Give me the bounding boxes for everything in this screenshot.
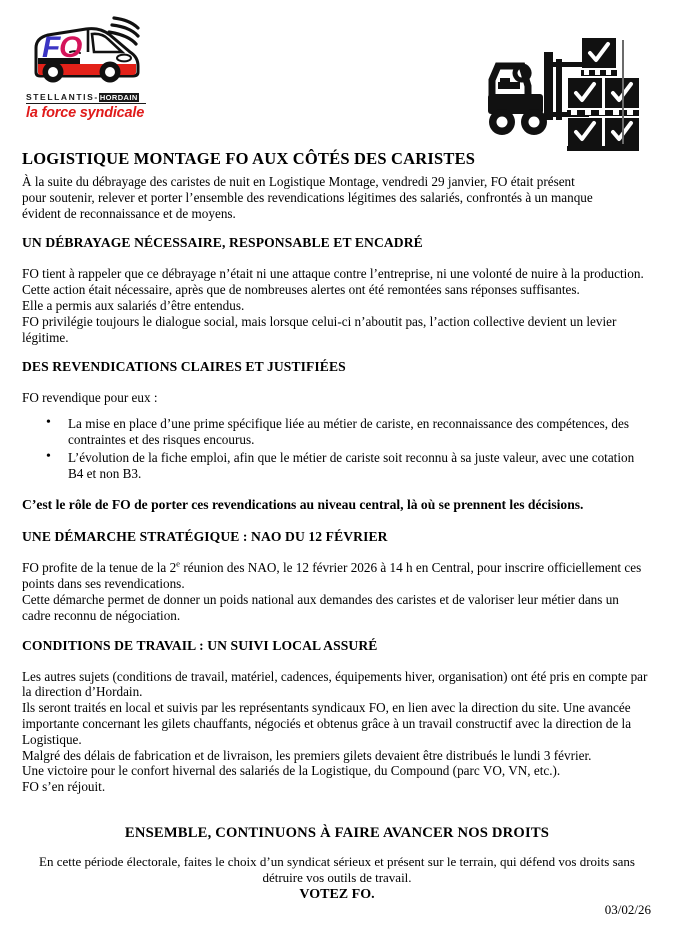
body-line: FO privilégie toujours le dialogue social, mais lorsque celui-ci n’aboutit pas, l’action collective devient un levier — [22, 313, 617, 329]
section-paragraph-debrayage — [22, 266, 652, 345]
intro-line: pour soutenir, relever et porter l’ensemble des revendications légitimes des salariés, confrontés à un manque — [22, 189, 593, 205]
body-line: Cette action était nécessaire, après que de nombreuses alertes ont été remontées sans réponses suffisantes. — [22, 282, 580, 298]
pallet-box-top — [581, 38, 617, 76]
page-title: LOGISTIQUE MONTAGE FO AUX CÔTÉS DES CARISTES — [22, 149, 476, 169]
section-heading-debrayage: UN DÉBRAYAGE NÉCESSAIRE, RESPONSABLE ET ENCADRÉ — [22, 235, 423, 251]
body-line: Ils seront traités en local et suivis par les représentants syndicaux FO, en lien avec la direction du site. Une avancée — [22, 700, 631, 716]
body-line: Cette démarche permet de donner un poids national aux demandes des caristes et de valoriser leur métier dans un — [22, 591, 619, 607]
pallet-box-bottom-left — [568, 118, 602, 146]
body-line — [22, 560, 652, 576]
intro-line: évident de reconnaissance et de moyens. — [22, 205, 236, 221]
document-date: 03/02/26 — [604, 902, 651, 917]
forklift-pallets-checkmarks-illustration — [478, 26, 644, 152]
logo-tagline: la force syndicale — [26, 105, 145, 121]
logo-org-name: STELLANTIS- — [26, 92, 99, 102]
body-line: cadre reconnu de négociation. — [22, 607, 181, 623]
vote-call-to-action: VOTEZ FO. — [299, 886, 375, 902]
closing-line: détruire vos outils de travail. — [262, 869, 412, 885]
logo-letter-f: F — [42, 31, 61, 64]
claims-list — [22, 416, 652, 481]
body-line: points dans ses revendications. — [22, 576, 185, 592]
body-line: importante concernant les gilets chauffants, négociés et obtenus grâce à un travail constructif avec la direction de la — [22, 715, 632, 731]
section-heading-conditions: CONDITIONS DE TRAVAIL : UN SUIVI LOCAL ASSURÉ — [22, 637, 378, 653]
logo-letter-o: O — [59, 31, 83, 64]
body-line: Malgré des délais de fabrication et de livraison, les premiers gilets devaient être distribués le lundi 3 février. — [22, 747, 592, 763]
pallet-box-mid-left — [568, 78, 602, 108]
closing-title: ENSEMBLE, CONTINUONS À FAIRE AVANCER NOS DROITS — [124, 824, 550, 841]
nao-line-suffix: réunion des NAO, le 12 février 2026 à 14 h en Central, pour inscrire officiellement ces — [180, 560, 642, 576]
body-line: Les autres sujets (conditions de travail, matériel, cadences, équipements hiver, organisation) ont été pris en compte par — [22, 668, 648, 684]
logo-org-site: HORDAIN — [99, 93, 138, 102]
list-item: • La mise en place d’une prime spécifique liée au métier de cariste, en reconnaissance des compétences, des contraintes et des risques encourus. — [68, 416, 652, 448]
spacer — [22, 809, 652, 815]
fo-van-graphic — [26, 8, 154, 94]
body-line: FO tient à rappeler que ce débrayage n’était ni une attaque contre l’entreprise, ni une volonté de nuire à la production. — [22, 266, 644, 282]
closing-paragraph — [22, 854, 652, 886]
logo-wordmark — [26, 92, 154, 121]
section-paragraph-nao — [22, 560, 652, 623]
forklift-graphic — [478, 26, 644, 152]
body-line: FO s’en réjouit. — [22, 779, 106, 795]
closing-line: En cette période électorale, faites le choix d’un syndicat sérieux et présent sur le terrain, qui défend vos droits sans — [39, 853, 635, 869]
claims-statement: C’est le rôle de FO de porter ces revendications au niveau central, là où se prennent les décisions. — [22, 497, 584, 513]
nao-line-prefix: FO profite de la tenue de la 2 — [22, 560, 177, 576]
body-line: Une victoire pour le confort hivernal des salariés de la Logistique, du Compound (parc VO, VN, etc.). — [22, 763, 561, 779]
claims-lead-text: FO revendique pour eux : — [22, 390, 158, 406]
body-line: Elle a permis aux salariés d’être entendus. — [22, 297, 245, 313]
section-heading-nao: UNE DÉMARCHE STRATÉGIQUE : NAO DU 12 FÉVRIER — [22, 529, 388, 545]
logo-org-line — [26, 92, 146, 104]
fo-van-logo — [26, 8, 154, 126]
document-body — [22, 174, 652, 904]
section-heading-revendications: DES REVENDICATIONS CLAIRES ET JUSTIFIÉES — [22, 359, 346, 375]
intro-paragraph — [22, 174, 652, 221]
body-line: légitime. — [22, 329, 69, 345]
intro-line: À la suite du débrayage des caristes de nuit en Logistique Montage, vendredi 29 janvier, FO était présent — [22, 174, 575, 189]
list-item: • L’évolution de la fiche emploi, afin que le métier de cariste soit reconnu à sa juste valeur, avec une cotation B4 et non B3. — [68, 450, 652, 482]
document-header — [0, 0, 673, 132]
ordinal-superscript: e — [176, 558, 181, 569]
section-paragraph-conditions — [22, 669, 652, 795]
body-line: la direction d’Hordain. — [22, 684, 143, 700]
body-line: Logistique. — [22, 731, 82, 747]
